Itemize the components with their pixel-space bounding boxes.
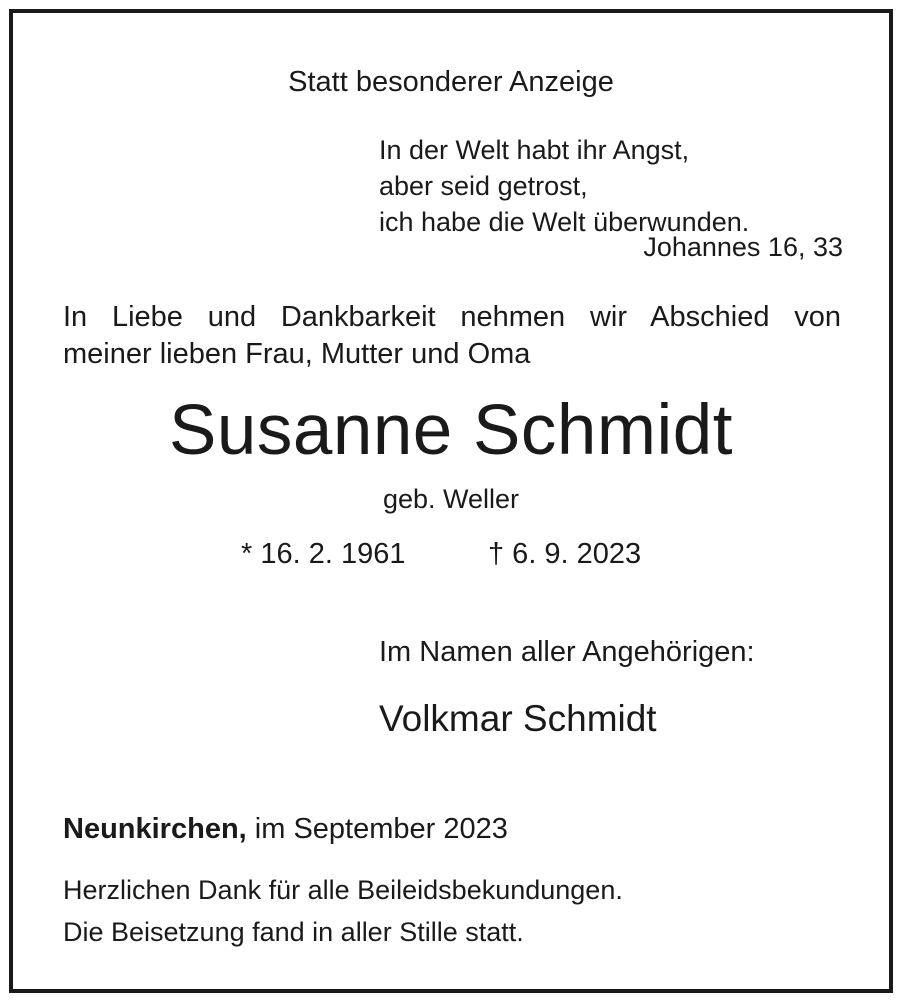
verse-line: In der Welt habt ihr Angst, [379,135,690,165]
maiden-name: geb. Weller [382,484,520,514]
date-text: im September 2023 [254,813,508,845]
bible-verse [379,132,749,240]
notice-header: Statt besonderer Anzeige [288,66,614,98]
burial-note: Die Beisetzung fand in aller Stille statt. [63,917,524,947]
deceased-name: Susanne Schmidt [169,391,733,470]
place-name: Neunkirchen, [63,813,247,845]
obituary-notice [9,9,893,993]
birth-date: * 16. 2. 1961 [241,538,406,570]
farewell-intro [63,299,841,373]
verse-line: aber seid getrost, [379,171,588,201]
place-and-date [63,815,508,844]
intro-line: meiner lieben Frau, Mutter und Oma [63,338,531,370]
intro-line: In Liebe und Dankbarkeit nehmen wir Abschied von [63,301,841,333]
verse-reference: Johannes 16, 33 [643,232,843,262]
signoff-label: Im Namen aller Angehörigen: [379,636,755,668]
death-date: † 6. 9. 2023 [488,538,642,570]
verse-line: ich habe die Welt überwunden. [379,207,750,237]
signatory-name: Volkmar Schmidt [379,698,657,739]
thanks-note: Herzlichen Dank für alle Beileidsbekundungen. [63,875,623,905]
